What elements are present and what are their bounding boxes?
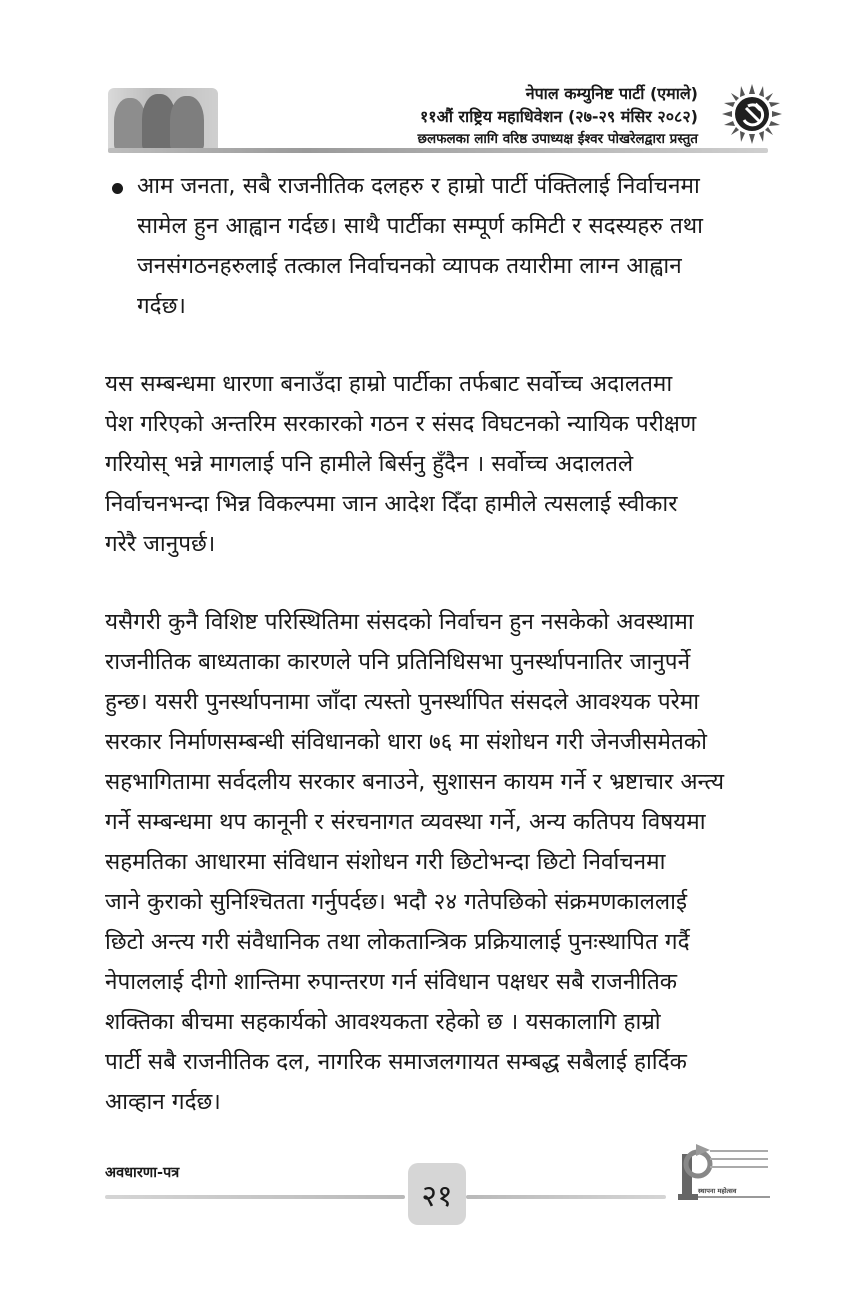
text-line: निर्वाचनभन्दा भिन्न विकल्पमा जान आदेश दिँदा हामीले त्यसलाई स्वीकार (105, 491, 678, 517)
footer-divider (466, 1195, 666, 1199)
document-label: अवधारणा-पत्र (105, 1165, 180, 1181)
text-line: राजनीतिक बाध्यताका कारणले पनि प्रतिनिधिसभा पुनर्स्थापनातिर जानुपर्ने (105, 649, 691, 675)
text-line: हुन्छ। यसरी पुनर्स्थापनामा जाँदा त्यस्तो पुनर्स्थापित संसदले आवश्यक परेमा (105, 689, 700, 715)
text-line: सहमतिका आधारमा संविधान संशोधन गरी छिटोभन्दा छिटो निर्वाचनमा (105, 849, 666, 875)
text-line: जाने कुराको सुनिश्चितता गर्नुपर्दछ। भदौ २४ गतेपछिको संक्रमणकाललाई (105, 889, 688, 915)
party-name: नेपाल कम्युनिष्ट पार्टी (एमाले) (525, 84, 698, 103)
bullet-icon (112, 183, 123, 194)
leaders-portrait-image (108, 88, 218, 150)
text-line: गरियोस् भन्ने मागलाई पनि हामीले बिर्सनु हुँदैन । सर्वोच्च अदालतले (105, 451, 634, 477)
page-header (0, 0, 863, 160)
text-line: छिटो अन्त्य गरी संवैधानिक तथा लोकतान्त्रिक प्रक्रियालाई पुनःस्थापित गर्दै (105, 929, 690, 955)
text-line: आव्हान गर्दछ। (105, 1089, 221, 1115)
header-title-block (418, 82, 699, 151)
hammer-sickle-sun-icon (722, 84, 782, 144)
page-number: २१ (408, 1163, 466, 1225)
convention-title: ११औं राष्ट्रिय महाधिवेशन (२७-२९ मंसिर २०८२) (419, 107, 698, 126)
text-line: गरेरै जानुपर्छ। (105, 531, 216, 557)
text-line: पेश गरिएको अन्तरिम सरकारको गठन र संसद विघटनको न्यायिक परीक्षण (105, 411, 697, 437)
leader-portrait (170, 96, 204, 150)
header-divider (108, 148, 768, 153)
text-line: जनसंगठनहरुलाई तत्काल निर्वाचनको व्यापक तयारीमा लाग्न आह्वान (137, 253, 682, 279)
text-line: यस सम्बन्धमा धारणा बनाउँदा हाम्रो पार्टीका तर्फबाट सर्वोच्च अदालतमा (105, 371, 673, 397)
text-line: सहभागितामा सर्वदलीय सरकार बनाउने, सुशासन कायम गर्ने र भ्रष्टाचार अन्त्य (105, 769, 725, 795)
text-line: सामेल हुन आह्वान गर्दछ। साथै पार्टीका सम्पूर्ण कमिटी र सदस्यहरु तथा (137, 213, 704, 239)
text-line: आम जनता, सबै राजनीतिक दलहरु र हाम्रो पार्टी पंक्तिलाई निर्वाचनमा (137, 173, 700, 199)
national-convention-logo-icon (676, 1140, 776, 1208)
text-line: गर्ने सम्बन्धमा थप कानूनी र संरचनागत व्यवस्था गर्ने, अन्य कतिपय विषयमा (105, 809, 706, 835)
logo-caption: स्थापना महोत्सव (698, 1187, 737, 1195)
text-line: शक्तिका बीचमा सहकार्यको आवश्यकता रहेको छ । यसकालागि हाम्रो (105, 1009, 661, 1035)
text-line: पार्टी सबै राजनीतिक दल, नागरिक समाजलगायत सम्बद्ध सबैलाई हार्दिक (105, 1049, 687, 1075)
presented-by: छलफलका लागि वरिष्ठ उपाध्यक्ष ईश्वर पोखरेलद्वारा प्रस्तुत (417, 131, 698, 147)
footer-divider (105, 1195, 405, 1199)
text-line: यसैगरी कुनै विशिष्ट परिस्थितिमा संसदको निर्वाचन हुन नसकेको अवस्थामा (105, 609, 694, 635)
text-line: नेपाललाई दीगो शान्तिमा रुपान्तरण गर्न संविधान पक्षधर सबै राजनीतिक (105, 969, 678, 995)
text-line: गर्दछ। (137, 293, 186, 319)
text-line: सरकार निर्माणसम्बन्धी संविधानको धारा ७६ मा संशोधन गरी जेनजीसमेतको (105, 729, 707, 755)
